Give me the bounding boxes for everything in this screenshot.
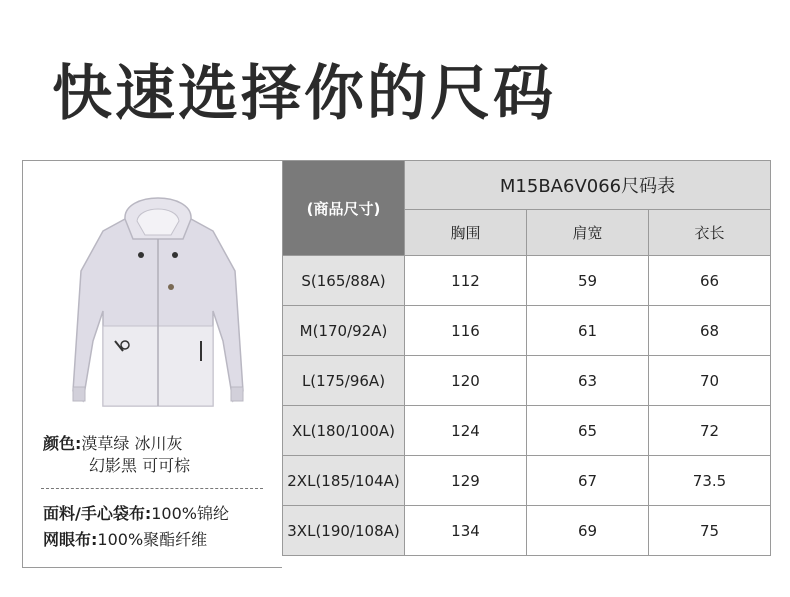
fabric-info	[43, 501, 229, 553]
table-row	[283, 356, 771, 406]
table-row	[283, 406, 771, 456]
chest-value: 120	[405, 356, 527, 406]
size-header: (商品尺寸)	[283, 161, 405, 256]
column-header-shoulder: 肩宽	[527, 210, 649, 256]
shoulder-value: 65	[527, 406, 649, 456]
colors-line-2: 幻影黑 可可棕	[89, 456, 191, 475]
column-header-length: 衣长	[649, 210, 771, 256]
table-title: M15BA6V066尺码表	[405, 161, 771, 210]
size-label: L(175/96A)	[283, 356, 405, 406]
length-value: 68	[649, 306, 771, 356]
length-value: 66	[649, 256, 771, 306]
size-label: M(170/92A)	[283, 306, 405, 356]
shoulder-value: 69	[527, 506, 649, 556]
column-header-chest: 胸围	[405, 210, 527, 256]
chest-value: 124	[405, 406, 527, 456]
length-value: 75	[649, 506, 771, 556]
mesh-label: 网眼布:	[43, 530, 98, 549]
shoulder-value: 59	[527, 256, 649, 306]
length-value: 70	[649, 356, 771, 406]
table-row	[283, 306, 771, 356]
size-table	[282, 160, 771, 556]
table-row	[283, 506, 771, 556]
fabric-label: 面料/手心袋布:	[43, 504, 152, 523]
shoulder-value: 67	[527, 456, 649, 506]
colors-line-1: 漠草绿 冰川灰	[81, 434, 183, 453]
chest-value: 134	[405, 506, 527, 556]
divider	[41, 488, 263, 489]
jacket-image	[63, 191, 253, 421]
table-row	[283, 256, 771, 306]
shoulder-value: 61	[527, 306, 649, 356]
size-label: 2XL(185/104A)	[283, 456, 405, 506]
product-panel	[22, 160, 282, 568]
chest-value: 129	[405, 456, 527, 506]
color-info	[43, 433, 190, 477]
fabric-value: 100%锦纶	[151, 504, 229, 523]
size-label: 3XL(190/108A)	[283, 506, 405, 556]
mesh-value: 100%聚酯纤维	[97, 530, 208, 549]
table-row	[283, 456, 771, 506]
chest-value: 116	[405, 306, 527, 356]
size-label: XL(180/100A)	[283, 406, 405, 456]
page-title: 快速选择你的尺码	[52, 59, 556, 129]
chest-value: 112	[405, 256, 527, 306]
length-value: 72	[649, 406, 771, 456]
color-label: 颜色:	[43, 434, 82, 453]
length-value: 73.5	[649, 456, 771, 506]
shoulder-value: 63	[527, 356, 649, 406]
size-label: S(165/88A)	[283, 256, 405, 306]
